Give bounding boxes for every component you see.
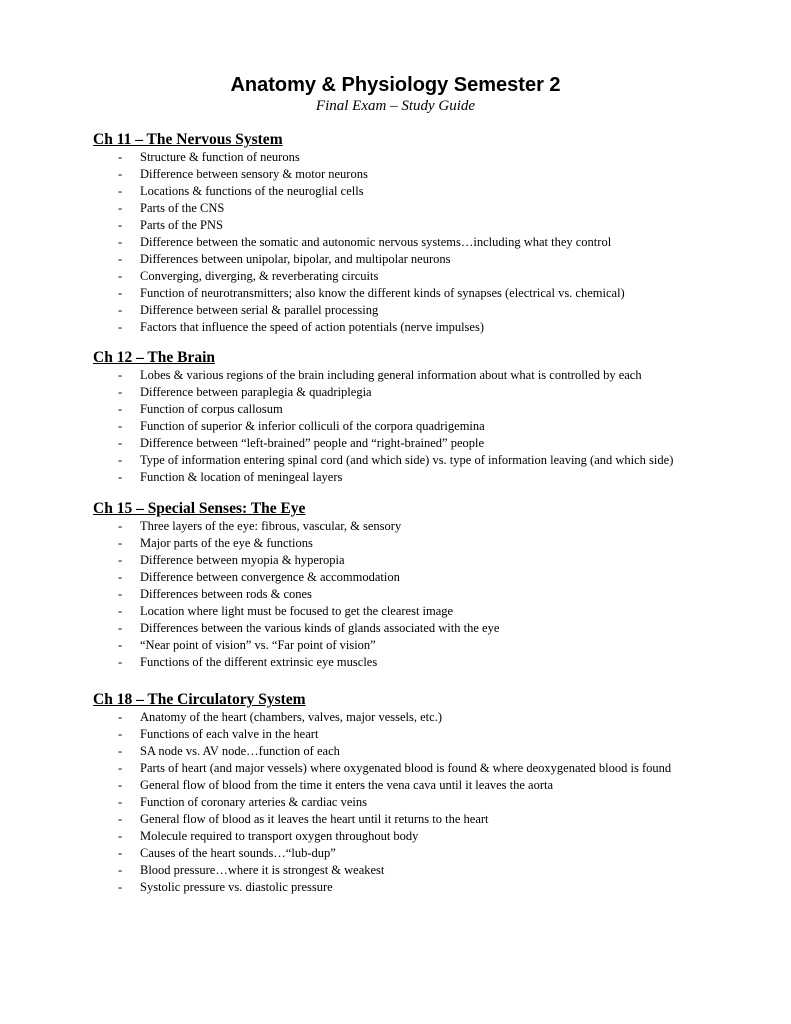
list-item-text: Type of information entering spinal cord (and which side) vs. type of information leaving (and which side) xyxy=(140,453,674,467)
chapter-section xyxy=(93,348,753,486)
bullet-dash: - xyxy=(118,150,123,164)
list-item xyxy=(93,862,753,879)
chapter-heading: Ch 11 – The Nervous System xyxy=(93,131,283,148)
bullet-dash: - xyxy=(118,553,123,567)
list-item xyxy=(93,654,753,671)
document-subtitle: Final Exam – Study Guide xyxy=(315,98,476,114)
list-item xyxy=(93,620,753,637)
bullet-dash: - xyxy=(118,655,123,669)
bullet-dash: - xyxy=(118,570,123,584)
list-item-text: Function of coronary arteries & cardiac veins xyxy=(140,795,367,809)
list-item-text: General flow of blood as it leaves the heart until it returns to the heart xyxy=(140,812,489,826)
bullet-dash: - xyxy=(118,621,123,635)
list-item xyxy=(93,384,753,401)
bullet-dash: - xyxy=(118,727,123,741)
bullet-dash: - xyxy=(118,269,123,283)
bullet-dash: - xyxy=(118,368,123,382)
list-item xyxy=(93,569,753,586)
list-item xyxy=(93,845,753,862)
list-item-text: Molecule required to transport oxygen throughout body xyxy=(140,829,419,843)
list-item xyxy=(93,794,753,811)
list-item-text: Lobes & various regions of the brain including general information about what is controlled by each xyxy=(140,368,642,382)
list-item xyxy=(93,452,753,469)
list-item xyxy=(93,552,753,569)
list-item xyxy=(93,149,753,166)
list-item-text: Function of neurotransmitters; also know the different kinds of synapses (electrical vs. chemical) xyxy=(140,286,625,300)
list-item xyxy=(93,879,753,896)
bullet-dash: - xyxy=(118,385,123,399)
list-item xyxy=(93,200,753,217)
list-item xyxy=(93,217,753,234)
bullet-dash: - xyxy=(118,453,123,467)
chapter-section xyxy=(93,499,753,671)
list-item-text: Parts of the PNS xyxy=(140,218,223,232)
list-item xyxy=(93,518,753,535)
bullet-dash: - xyxy=(118,778,123,792)
bullet-dash: - xyxy=(118,402,123,416)
list-item-text: Major parts of the eye & functions xyxy=(140,536,313,550)
topic-list xyxy=(93,367,753,486)
chapter-heading: Ch 18 – The Circulatory System xyxy=(93,691,306,708)
list-item xyxy=(93,251,753,268)
bullet-dash: - xyxy=(118,812,123,826)
list-item-text: Difference between sensory & motor neurons xyxy=(140,167,368,181)
list-item-text: Difference between paraplegia & quadriplegia xyxy=(140,385,372,399)
chapter-section xyxy=(93,130,753,336)
list-item xyxy=(93,166,753,183)
list-item-text: Anatomy of the heart (chambers, valves, major vessels, etc.) xyxy=(140,710,442,724)
bullet-dash: - xyxy=(118,587,123,601)
list-item-text: Systolic pressure vs. diastolic pressure xyxy=(140,880,333,894)
list-item xyxy=(93,268,753,285)
list-item-text: Factors that influence the speed of action potentials (nerve impulses) xyxy=(140,320,484,334)
list-item-text: Functions of each valve in the heart xyxy=(140,727,319,741)
bullet-dash: - xyxy=(118,710,123,724)
list-item xyxy=(93,234,753,251)
list-item xyxy=(93,319,753,336)
bullet-dash: - xyxy=(118,303,123,317)
list-item-text: SA node vs. AV node…function of each xyxy=(140,744,340,758)
topic-list xyxy=(93,149,753,336)
bullet-dash: - xyxy=(118,519,123,533)
topic-list xyxy=(93,518,753,671)
bullet-dash: - xyxy=(118,846,123,860)
bullet-dash: - xyxy=(118,795,123,809)
bullet-dash: - xyxy=(118,201,123,215)
bullet-dash: - xyxy=(118,286,123,300)
list-item-text: Parts of the CNS xyxy=(140,201,225,215)
list-item xyxy=(93,367,753,384)
bullet-dash: - xyxy=(118,167,123,181)
list-item-text: Converging, diverging, & reverberating circuits xyxy=(140,269,379,283)
list-item xyxy=(93,637,753,654)
list-item xyxy=(93,535,753,552)
list-item-text: Difference between the somatic and autonomic nervous systems…including what they control xyxy=(140,235,612,249)
list-item-text: Blood pressure…where it is strongest & weakest xyxy=(140,863,385,877)
bullet-dash: - xyxy=(118,744,123,758)
list-item-text: General flow of blood from the time it enters the vena cava until it leaves the aorta xyxy=(140,778,554,792)
bullet-dash: - xyxy=(118,218,123,232)
bullet-dash: - xyxy=(118,235,123,249)
bullet-dash: - xyxy=(118,536,123,550)
list-item xyxy=(93,709,753,726)
list-item xyxy=(93,435,753,452)
list-item-text: Differences between the various kinds of glands associated with the eye xyxy=(140,621,500,635)
list-item xyxy=(93,469,753,486)
list-item xyxy=(93,603,753,620)
chapter-heading: Ch 15 – Special Senses: The Eye xyxy=(93,500,306,517)
bullet-dash: - xyxy=(118,184,123,198)
list-item xyxy=(93,760,753,777)
list-item-text: Difference between convergence & accommodation xyxy=(140,570,400,584)
list-item xyxy=(93,726,753,743)
list-item xyxy=(93,828,753,845)
list-item xyxy=(93,302,753,319)
list-item-text: Differences between rods & cones xyxy=(140,587,312,601)
topic-list xyxy=(93,709,753,896)
bullet-dash: - xyxy=(118,829,123,843)
bullet-dash: - xyxy=(118,604,123,618)
list-item xyxy=(93,586,753,603)
bullet-dash: - xyxy=(118,638,123,652)
list-item-text: Three layers of the eye: fibrous, vascular, & sensory xyxy=(140,519,402,533)
bullet-dash: - xyxy=(118,252,123,266)
list-item-text: Locations & functions of the neuroglial cells xyxy=(140,184,364,198)
list-item-text: Function & location of meningeal layers xyxy=(140,470,343,484)
list-item-text: Difference between serial & parallel processing xyxy=(140,303,379,317)
list-item-text: Functions of the different extrinsic eye muscles xyxy=(140,655,378,669)
list-item xyxy=(93,183,753,200)
list-item-text: Causes of the heart sounds…“lub-dup” xyxy=(140,846,336,860)
list-item-text: Structure & function of neurons xyxy=(140,150,300,164)
bullet-dash: - xyxy=(118,320,123,334)
chapter-section xyxy=(93,690,753,896)
bullet-dash: - xyxy=(118,419,123,433)
list-item-text: Differences between unipolar, bipolar, and multipolar neurons xyxy=(140,252,451,266)
bullet-dash: - xyxy=(118,436,123,450)
list-item xyxy=(93,811,753,828)
bullet-dash: - xyxy=(118,761,123,775)
bullet-dash: - xyxy=(118,470,123,484)
bullet-dash: - xyxy=(118,863,123,877)
chapter-heading: Ch 12 – The Brain xyxy=(93,349,216,366)
list-item xyxy=(93,743,753,760)
list-item-text: Difference between myopia & hyperopia xyxy=(140,553,345,567)
list-item xyxy=(93,401,753,418)
document-title: Anatomy & Physiology Semester 2 xyxy=(230,74,561,96)
list-item-text: Location where light must be focused to get the clearest image xyxy=(140,604,454,618)
list-item xyxy=(93,285,753,302)
list-item-text: Function of superior & inferior colliculi of the corpora quadrigemina xyxy=(140,419,485,433)
list-item-text: Function of corpus callosum xyxy=(140,402,283,416)
list-item xyxy=(93,418,753,435)
list-item xyxy=(93,777,753,794)
list-item-text: Parts of heart (and major vessels) where oxygenated blood is found & where deoxygenated blood is found xyxy=(140,761,672,775)
list-item-text: Difference between “left-brained” people and “right-brained” people xyxy=(140,436,485,450)
list-item-text: “Near point of vision” vs. “Far point of vision” xyxy=(140,638,376,652)
bullet-dash: - xyxy=(118,880,123,894)
